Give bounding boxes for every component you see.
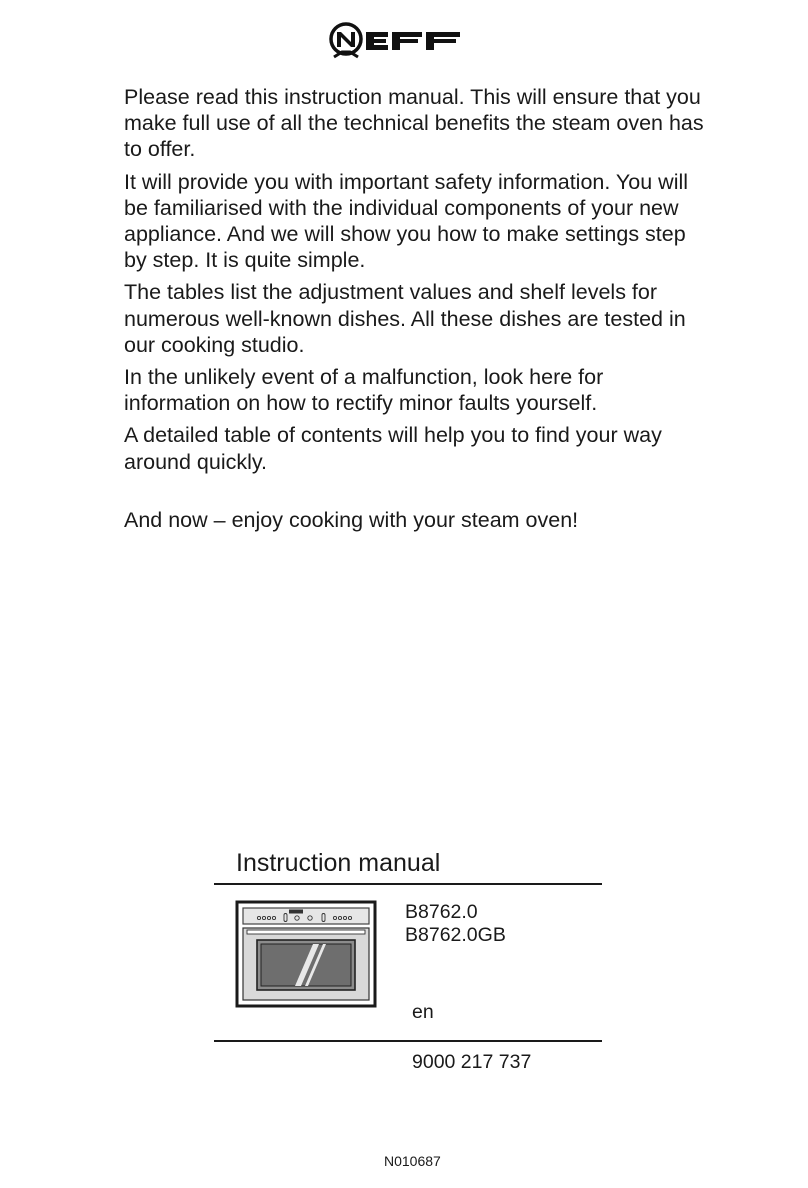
intro-paragraph: The tables list the adjustment values and shelf levels for numerous well-known dishes. All these dishes are tested in our cooking studio.: [124, 280, 686, 357]
model-number: B8762.0: [405, 901, 478, 923]
intro-paragraph: It will provide you with important safety information. You will be familiarised with the individual components of your new appliance. And we will show you how to make settings step by step. It is quite simple.: [124, 169, 689, 273]
intro-paragraph: In the unlikely event of a malfunction, look here for information on how to rectify minor faults yourself.: [124, 365, 604, 416]
manual-title: Instruction manual: [236, 849, 441, 877]
part-number: 9000 217 737: [412, 1051, 532, 1073]
language-code: en: [412, 1001, 434, 1023]
divider-top: [214, 883, 602, 885]
document-code: N010687: [384, 1153, 441, 1169]
neff-logo: [326, 22, 462, 62]
model-number: B8762.0GB: [405, 924, 506, 946]
intro-text: [124, 84, 704, 481]
intro-paragraph: Please read this instruction manual. This will ensure that you make full use of all the technical benefits the steam oven has to offer.: [124, 85, 704, 162]
divider-bottom: [214, 1040, 602, 1042]
oven-illustration-icon: [235, 900, 377, 1008]
intro-paragraph: A detailed table of contents will help you to find your way around quickly.: [124, 423, 662, 474]
closing-line: And now – enjoy cooking with your steam oven!: [124, 508, 579, 532]
model-numbers: [405, 901, 506, 947]
